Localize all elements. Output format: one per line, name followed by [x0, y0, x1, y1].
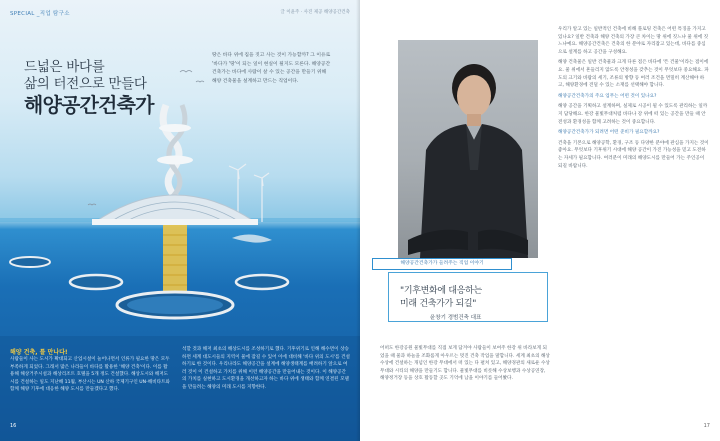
interview-paragraph: 건축을 기본으로 해양공학, 환경, 구조 등 다양한 분야에 관심을 가지는 것이 좋아요. 무엇보다 기후위기 시대에 해양 공간이 가진 가능성을 믿고 도전하는 자세가 필요합니다. 여러분이 미래의 해양도시를 만들어 가는 주인공이 되길 바랍니다. — [558, 140, 709, 169]
pull-quote-line-1: "기후변화에 대응하는 — [400, 286, 482, 296]
tower-icon — [157, 105, 193, 199]
headline-line-2: 삶의 터전으로 만들다 — [24, 76, 147, 92]
running-meta: 글 이윤주 · 사진 제공 해양공간건축 — [280, 10, 350, 15]
headline-line-1: 드넓은 바다를 — [24, 59, 105, 75]
intro-paragraph: 땅은 바다 위에 집을 짓고 사는 것이 가능할까? 그 이유로 '바다가 '땅'이 되는 일이 현실이 될지도 모른다. 해양공간건축가는 바다에 사람이 살 수 있는 공간을 만들기 위해 해양 건축물을 설계하고 만드는 직업이다. — [212, 53, 331, 84]
interview-question: 해양공간건축가가 되려면 어떤 준비가 필요할까요? — [558, 130, 660, 136]
birds-icon — [88, 71, 204, 206]
section-heading: 해양 건축, 틀 만나다! — [10, 349, 68, 356]
body-text-column-1: 사람들이 사는 도시가 확대되고 산업시설이 늘어나면서 인류가 필요한 땅은 모두 부족하게 되었다. 그래서 많은 나라들이 바다를 활용한 '해양 건축'이다. 이를 활용해 해상거주시설과 해상리조트 호텔을 5개 정도 건설했다. 해상도시와 해저도시를 건설하는 일도 지난해 11월, 부산시는 UN 산하 국제기구인 UN-해비타트와 함께 해양 기후에 대응한 해양 도시를 만들겠다고 했다. — [10, 357, 170, 393]
interview-column — [558, 26, 710, 173]
running-head: SPECIAL _직업 탐구소 — [10, 11, 70, 17]
page-number-left: 16 — [10, 423, 17, 429]
headline-title: 해양공간건축가 — [24, 93, 154, 117]
right-page — [360, 0, 720, 441]
interview-paragraph: 해양 건축물은 일반 건축물과 크게 다른 점은 바다에 '뜬 건물'이라는 점이에요. 물 위에서 흔들리지 않도록 안정성을 갖추는 것이 무엇보다 중요해요. 파도의 크기와 바람의 세기, 조류의 방향 등 여러 조건을 면밀히 계산해야 하고, 해양환경에 견딜 수 있는 소재를 선택해야 합니다. — [558, 60, 709, 89]
interview-paragraph: 우리가 알고 있는 일반적인 건축에 비해 플로팅 건축은 어떤 특징을 가지고 있나요? 일반 건축과 해양 건축의 가장 큰 차이는 땅 위에 짓느냐 물 위에 짓느냐예요. 해양공간건축은 건축의 한 분야로 자리잡고 있는데, 바다를 중심으로 설계를 하고 공간을 구성해요. — [558, 27, 709, 55]
page-number-right: 17 — [703, 423, 710, 429]
interview-paragraph: 해양 공간을 기획하고 설계하며, 실제로 시공이 될 수 있도록 관리하는 일까지 담당해요. 한강 물빛무대처럼 바다나 강 위에 떠 있는 공간을 만들 때 안전성과 환경성을 함께 고려하는 것이 중요합니다. — [558, 104, 708, 125]
photo-caption: 해양공간건축가가 들려주는 직업 이야기 — [372, 258, 512, 270]
body-text-bottom: 어떠도 한강공원 물빛무대를 직접 보게 담겨야 사람들이 보여주 한강 위 바라보게 되었을 때 물과 하늘을 조화롭게 아우르는 멋진 건축 작업을 말합니다. 세계 최초의 해상 수상에 건설하는 개념인 한강 무대에서 떠 있는 다 펼쳐 있고, 해양경관의 새로운 수상무대와 시티의 해양을 만들기도 합니다. 물빛무대를 비롯해 수상보행과 수상공연장, 해양정거장 등을 상호 활동할 곳도 기억에 남을 이야기를 들어봤다. — [380, 346, 550, 382]
portrait-photo — [398, 40, 538, 258]
person-icon — [398, 40, 538, 258]
quote-author: 윤창기 경범건축 대표 — [430, 315, 482, 321]
body-text-column-2: 석할 것과 해저 최초의 해상도시를 조성하기로 했다. 기후위기로 인해 해수면이 상승하면 세계 대도시들의 지역이 물에 잠길 수 있어 이에 대비해 '바다 위의 도시'를 건설하기로 한 것이다. 우리나라도 해양공간을 설계에 해양생태계를 배려하기 앞으로 여러 것이 이 건설하고 가치를 위해 이런 해양공간을 만들어내는 것이다. 이 해양공간의 가치를 실현하고 도시환경을 개선하고자 하는 바다 위에 생태와 함께 연결된 모델을 만들려는 해양의 미래 도시를 지향한다. — [182, 347, 350, 390]
pull-quote-line-2: 미래 건축가가 되길" — [400, 299, 477, 309]
whale-icon — [232, 234, 272, 242]
interview-question: 해양공간건축가의 주요 업무는 어떤 것이 있나요? — [558, 93, 657, 99]
